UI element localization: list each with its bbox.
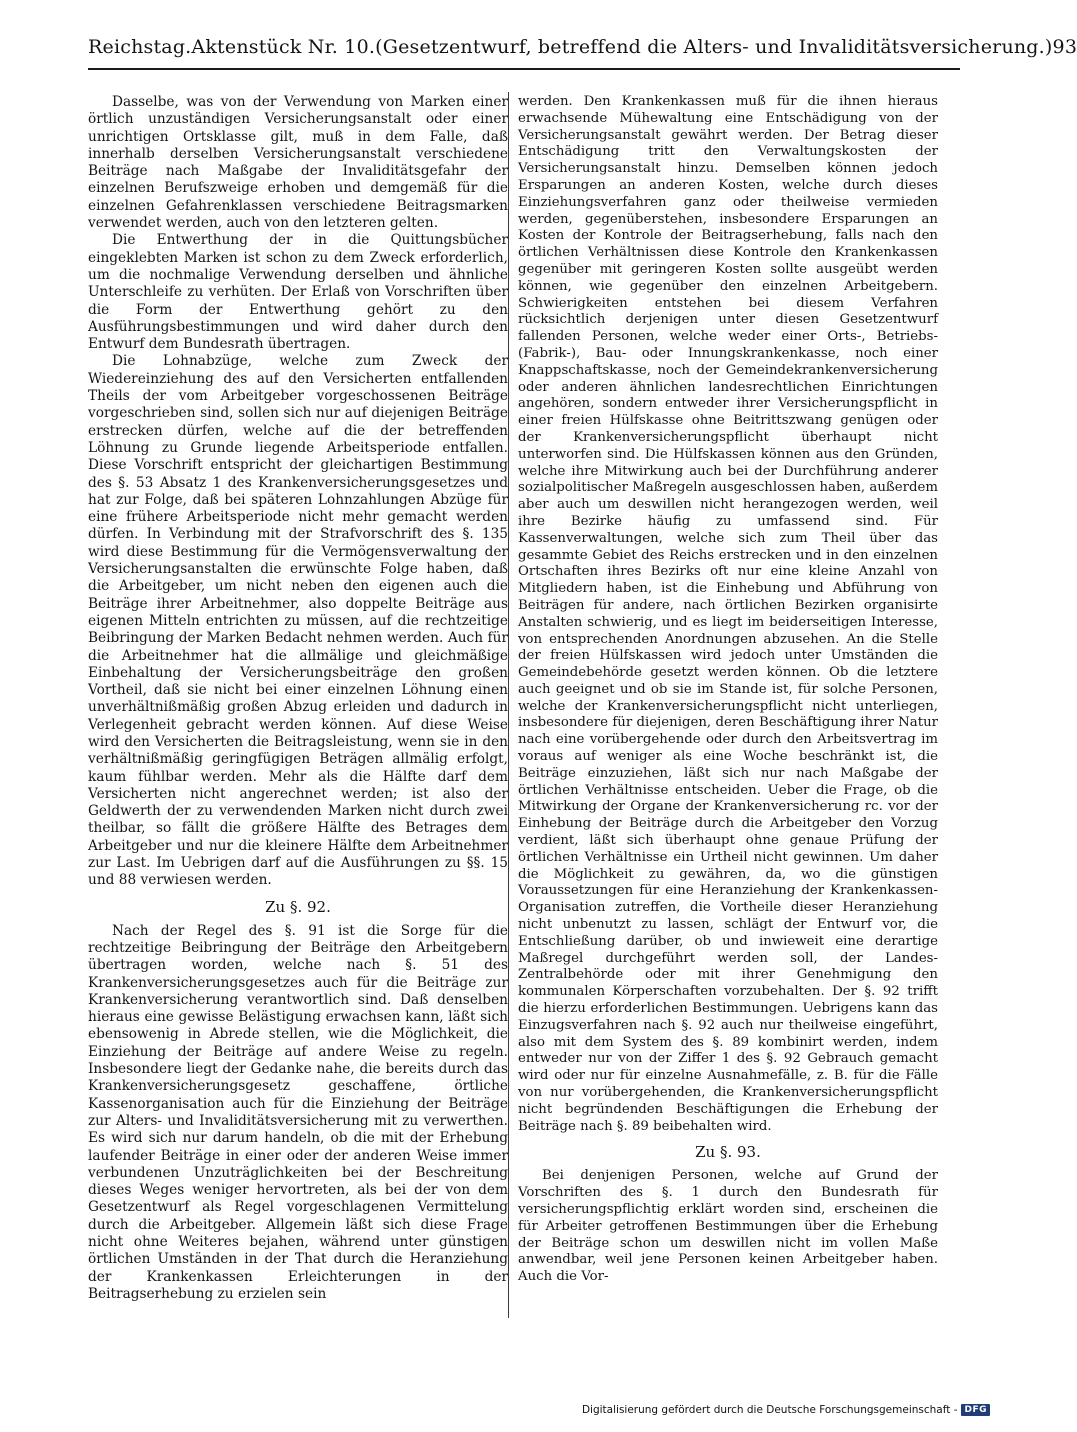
dfg-logo-icon: DFG <box>961 1404 990 1416</box>
column-divider <box>508 92 509 1318</box>
paragraph: Die Lohnabzüge, welche zum Zweck der Wiedereinziehung des auf den Versicherten entfallenden Theils der vom Arbeitgeber vorgeschossenen Beiträge vorgeschrieben sind, sollen sich nur auf diejenigen Beiträge erstrecken dürfen, welche auf die der betreffenden Löhnung zu Grunde liegende Arbeitsperiode entfallen. Diese Vorschrift entspricht der gleichartigen Bestimmung des §. 53 Absatz 1 des Krankenversicherungsgesetzes und hat zur Folge, daß bei späteren Lohnzahlungen Abzüge für eine frühere Arbeitsperiode nicht mehr gemacht werden dürfen. In Verbindung mit der Strafvorschrift des §. 135 wird diese Bestimmung für die Vermögensverwaltung der Versicherungsanstalten die erwünschte Folge haben, daß die Arbeitgeber, um nicht neben den eigenen auch die Beiträge ihrer Arbeitnehmer, also doppelte Beiträge aus eigenen Mitteln entrichten zu müssen, auf die rechtzeitige Beibringung der Marken Bedacht nehmen werden. Auch für die Arbeitnehmer hat die allmälige und gleichmäßige Einbehaltung der Versicherungsbeiträge den großen Vortheil, daß sie nicht bei einer einzelnen Löhnung einen unverhältnißmäßig großen Abzug erleiden und dadurch in Verlegenheit gebracht werden können. Auf diese Weise wird den Versicherten die Beitragsleistung, wenn sie in den verhältnißmäßig geringfügigen Beträgen allmälig erfolgt, kaum fühlbar werden. Mehr als die Hälfte darf dem Versicherten nicht angerechnet werden; ist also der Geldwerth der zu verwendenden Marken nicht durch zwei theilbar, so fällt die größere Hälfte des Betrages dem Arbeitgeber und nur die kleinere Hälfte dem Arbeitnehmer zur Last. Im Uebrigen darf auf die Ausführungen zu §§. 15 und 88 verwiesen werden. <box>88 353 508 889</box>
paragraph: Die Entwerthung der in die Quittungsbücher eingeklebten Marken ist schon zu dem Zweck erforderlich, um die nochmalige Verwendung derselben und ähnliche Unterschleife zu verhüten. Der Erlaß von Vorschriften über die Form der Entwerthung gehört zu den Ausführungsbestimmungen und wird daher durch den Entwurf dem Bundesrath übertragen. <box>88 232 508 353</box>
paragraph: werden. Den Krankenkassen muß für die ihnen hieraus erwachsende Mühewaltung eine Entschädigung von der Versicherungsanstalt gewährt werden. Der Betrag dieser Entschädigung tritt den Verwaltungskosten der Versicherungsanstalt hinzu. Demselben können jedoch Ersparungen an anderen Kosten, welche durch dieses Einziehungsverfahren ganz oder theilweise vermieden werden, gegenüberstehen, insbesondere Ersparungen an Kosten der Kontrole der Beitragserhebung, falls nach den örtlichen Verhältnissen diese Kontrole den Krankenkassen gegenüber mit geringeren Kosten sollte ausgeübt werden können, wie gegenüber den einzelnen Arbeitgebern. Schwierigkeiten entstehen bei diesem Verfahren rücksichtlich derjenigen unter diesen Gesetzentwurf fallenden Personen, welche weder einer Orts-, Betriebs- (Fabrik-), Bau- oder Innungskrankenkasse, noch einer Knappschaftskasse, noch der Gemeindekrankenversicherung oder anderen ähnlichen landesrechtlichen Einrichtungen angehören, sondern entweder ihrer Versicherungspflicht in einer freien Hülfskasse ohne Beitrittszwang genügen oder der Krankenversicherungspflicht überhaupt nicht unterworfen sind. Die Hülfskassen können aus den Gründen, welche ihre Mitwirkung auch bei der Durchführung anderer sozialpolitischer Maßregeln ausgeschlossen haben, außerdem aber auch um deswillen nicht herangezogen werden, weil ihre Bezirke häufig zu umfassend sind. Für Kassenverwaltungen, welche sich zum Theil über das gesammte Gebiet des Reichs erstrecken und in den einzelnen Ortschaften ihres Bezirks oft nur eine kleine Anzahl von Mitgliedern haben, ist die Einhebung und Abführung von Beiträgen für andere, nach örtlichen Bezirken organisirte Anstalten schwierig, und es liegt im beiderseitigen Interesse, von entsprechenden Anordnungen abzusehen. An die Stelle der freien Hülfskassen wird jedoch unter Umständen die Gemeindebehörde gesetzt werden können. Ob die letztere auch geeignet und ob sie im Stande ist, für solche Personen, welche der Krankenversicherungspflicht nicht unterliegen, insbesondere für diejenigen, deren Beschäftigung ihrer Natur nach eine vorübergehende oder durch den Arbeitsvertrag im voraus auf weniger als eine Woche beschränkt ist, die Beiträge einzuziehen, läßt sich nur nach Maßgabe der örtlichen Verhältnisse entscheiden. Ueber die Frage, ob die Mitwirkung der Organe der Krankenversicherung rc. vor der Einhebung der Beiträge durch die Arbeitgeber den Vorzug verdient, läßt sich überhaupt ohne genaue Prüfung der örtlichen Verhältnisse ein Urtheil nicht gewinnen. Um daher die Möglichkeit zu gewähren, da, wo die günstigen Voraussetzungen für eine Heranziehung der Krankenkassen-Organisation zutreffen, die Vortheile dieser Heranziehung nicht unbenutzt zu lassen, schlägt der Entwurf vor, die Entschließung darüber, ob und inwieweit eine derartige Maßregel durchgeführt werden soll, der Landes-Zentralbehörde oder mit ihrer Genehmigung den kommunalen Körperschaften vorzubehalten. Der §. 92 trifft die hierzu erforderlichen Bestimmungen. Uebrigens kann das Einzugsverfahren nach §. 92 auch nur theilweise eingeführt, also mit dem System des §. 89 kombinirt werden, indem entweder nur von der Ziffer 1 des §. 92 Gebrauch gemacht wird oder nur für einzelne Ausnahmefälle, z. B. für die Fälle von nur vorübergehenden, die Krankenversicherungspflicht nicht begründenden Beschäftigungen die Erhebung der Beiträge nach §. 89 beibehalten wird. <box>518 94 938 1134</box>
right-column <box>518 94 938 1286</box>
section-heading: Zu §. 93. <box>695 1143 761 1162</box>
paragraph: Bei denjenigen Personen, welche auf Grund der Vorschriften des §. 1 durch den Bundesrath für versicherungspflichtig erklärt worden sind, erscheinen die für Arbeiter getroffenen Bestimmungen über die Erhebung der Beiträge schon um deswillen nicht im vollen Maße anwendbar, weil jene Personen keinen Arbeitgeber haben. Auch die Vor- <box>518 1168 938 1285</box>
section-heading: Zu §. 92. <box>265 897 331 916</box>
running-header <box>88 36 1077 58</box>
header-left: Reichstag. <box>88 36 192 58</box>
page-number: 93 <box>1052 36 1077 58</box>
header-rule <box>88 68 960 70</box>
paragraph: Dasselbe, was von der Verwendung von Marken einer örtlich unzuständigen Versicherungsanstalt oder einer unrichtigen Ortsklasse gilt, muß in dem Falle, daß innerhalb derselben Versicherungsanstalt verschiedene Beiträge nach Maßgabe der Invaliditätsgefahr der einzelnen Berufszweige erhoben und demgemäß für die einzelnen Gefahrenklassen verschiedene Beitragsmarken verwendet werden, auch von den letzteren gelten. <box>88 94 508 232</box>
digitization-footer <box>582 1404 990 1416</box>
header-document-number: Aktenstück Nr. 10. <box>191 36 376 58</box>
header-subject: (Gesetzentwurf, betreffend die Alters- und Invaliditätsversicherung.) <box>375 36 1053 58</box>
left-column <box>88 94 508 1303</box>
footer-text: Digitalisierung gefördert durch die Deutsche Forschungsgemeinschaft - <box>581 1404 958 1416</box>
paragraph: Nach der Regel des §. 91 ist die Sorge für die rechtzeitige Beibringung der Beiträge den Arbeitgebern übertragen worden, welche nach §. 51 des Krankenversicherungsgesetzes auch für die Beiträge zur Krankenversicherung verantwortlich sind. Daß denselben hieraus eine gewisse Belästigung erwachsen kann, läßt sich ebensowenig in Abrede stellen, wie die Möglichkeit, die Einziehung der Beiträge auf andere Weise zu regeln. Insbesondere liegt der Gedanke nahe, die bereits durch das Krankenversicherungsgesetz geschaffene, örtliche Kassenorganisation auch für die Einziehung der Beiträge zur Alters- und Invaliditätsversicherung mit zu verwerthen. Es wird sich nur darum handeln, ob die mit der Erhebung laufender Beiträge in einer oder der anderen Weise immer verbundenen Unzuträglichkeiten bei der Beschreitung dieses Weges weniger hervortreten, als bei der von dem Gesetzentwurf als Regel vorgeschlagenen Vermittelung durch die Arbeitgeber. Allgemein läßt sich diese Frage nicht ohne Weiteres bejahen, während unter günstigen örtlichen Umständen in der That durch die Heranziehung der Krankenkassen Erleichterungen in der Beitragserhebung zu erzielen sein <box>88 922 508 1302</box>
